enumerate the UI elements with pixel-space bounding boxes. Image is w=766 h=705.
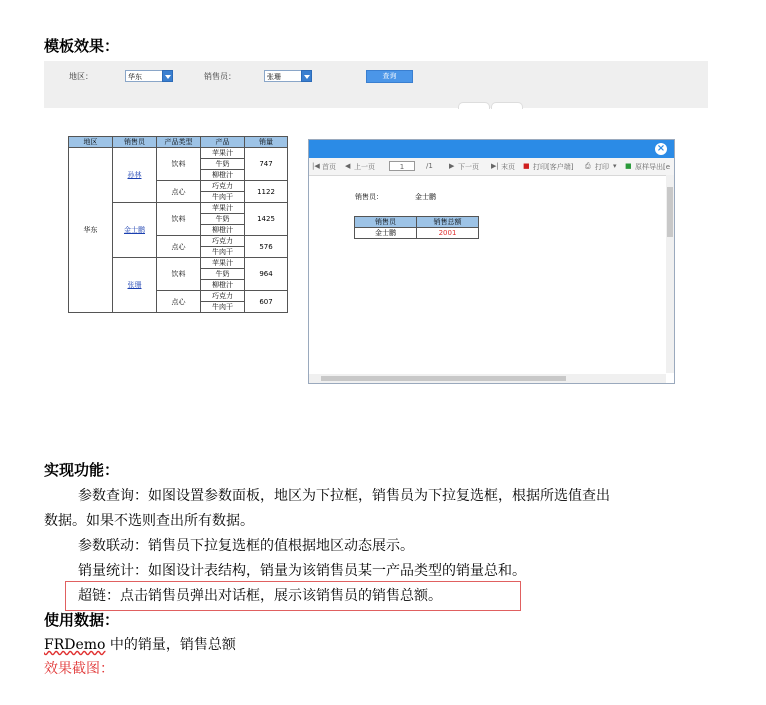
sales-total-table	[354, 216, 479, 239]
vertical-scrollbar[interactable]	[666, 175, 674, 373]
data-description	[44, 634, 236, 654]
report-table	[68, 136, 288, 313]
col-header-region: 地区	[69, 137, 113, 148]
sales-cell: 607	[245, 291, 288, 313]
sales-cell: 747	[245, 148, 288, 181]
product-type-cell: 饮料	[157, 148, 201, 181]
paragraph-sales-stats: 销量统计：如图设计表结构，销量为该销售员某一产品类型的销量总和。	[78, 563, 526, 579]
col-header-salesperson: 销售员	[113, 137, 157, 148]
horizontal-scroll-thumb[interactable]	[321, 376, 566, 381]
salesperson-link[interactable]: 金士鹏	[113, 203, 157, 258]
paragraph-param-query: 参数查询：如图设置参数面板，地区为下拉框，销售员为下拉复选框，根据所选值查出	[78, 488, 610, 504]
parameter-panel	[44, 61, 708, 108]
print-client-button[interactable]: 打印[客户端]	[533, 163, 574, 171]
dialog-toolbar	[309, 158, 674, 176]
col-header-sales: 销量	[245, 137, 288, 148]
close-icon[interactable]: ×	[656, 143, 666, 154]
paragraph-hyperlink: 超链：点击销售员弹出对话框，展示该销售员的销售总额。	[78, 588, 442, 604]
product-cell: 牛奶	[201, 159, 245, 170]
salesperson-label: 销售员：	[204, 72, 236, 81]
salesperson-combo-value: 张珊	[267, 73, 281, 81]
product-cell: 牛肉干	[201, 192, 245, 203]
print-button[interactable]: 打印	[595, 163, 609, 171]
product-type-cell: 饮料	[157, 258, 201, 291]
product-type-cell: 饮料	[157, 203, 201, 236]
first-page-icon[interactable]: |◀	[312, 162, 320, 170]
region-dropdown-icon[interactable]	[162, 70, 173, 82]
dialog-salesperson-label: 销售员：	[355, 193, 383, 201]
sales-cell: 964	[245, 258, 288, 291]
print-dropdown-icon[interactable]: ▾	[613, 162, 617, 170]
product-cell: 牛奶	[201, 214, 245, 225]
product-cell: 苹果汁	[201, 203, 245, 214]
export-button[interactable]: 原样导出[e	[635, 163, 671, 171]
col-header-product: 产品	[201, 137, 245, 148]
prev-page-button[interactable]: 上一页	[354, 163, 375, 171]
product-cell: 巧克力	[201, 181, 245, 192]
col-header-product-type: 产品类型	[157, 137, 201, 148]
sales-cell: 1425	[245, 203, 288, 236]
salesperson-cell: 金士鹏	[355, 228, 417, 239]
heading-features: 实现功能：	[44, 461, 120, 479]
printer-icon[interactable]: ⎙	[585, 162, 591, 170]
product-type-cell: 点心	[157, 181, 201, 203]
salesperson-link[interactable]: 孙林	[113, 148, 157, 203]
page-total: /1	[426, 162, 433, 170]
pdf-print-icon[interactable]: ■	[523, 162, 530, 170]
sales-cell: 576	[245, 236, 288, 258]
paragraph-param-linkage: 参数联动：销售员下拉复选框的值根据地区动态展示。	[78, 538, 414, 554]
sales-cell: 1122	[245, 181, 288, 203]
frdemo-text: FRDemo	[44, 637, 106, 653]
col-header-sales-total: 销售总额	[417, 217, 479, 228]
query-button[interactable]: 查询	[366, 70, 413, 83]
product-cell: 牛奶	[201, 269, 245, 280]
heading-template: 模板效果：	[44, 37, 120, 55]
vertical-scroll-thumb[interactable]	[667, 187, 673, 237]
salesperson-combo[interactable]	[264, 70, 302, 82]
salesperson-link[interactable]: 张珊	[113, 258, 157, 313]
product-cell: 柳橙汁	[201, 225, 245, 236]
product-type-cell: 点心	[157, 291, 201, 313]
page-input[interactable]: 1	[389, 161, 415, 171]
product-cell: 苹果汁	[201, 258, 245, 269]
next-page-button[interactable]: 下一页	[458, 163, 479, 171]
last-page-icon[interactable]: ▶|	[491, 162, 499, 170]
product-cell: 柳橙汁	[201, 280, 245, 291]
prev-page-icon[interactable]: ◀	[345, 162, 351, 170]
data-line-rest: 中的销量，销售总额	[109, 637, 236, 653]
product-cell: 巧克力	[201, 291, 245, 302]
salesperson-dropdown-icon[interactable]	[301, 70, 312, 82]
paragraph-param-query-cont: 数据。如果不选则查出所有数据。	[44, 513, 254, 529]
product-type-cell: 点心	[157, 236, 201, 258]
region-combo-value: 华东	[128, 73, 142, 81]
panel-tab-left	[458, 102, 490, 109]
region-combo[interactable]	[125, 70, 163, 82]
product-cell: 柳橙汁	[201, 170, 245, 181]
col-header-salesperson: 销售员	[355, 217, 417, 228]
panel-tab-right	[491, 102, 523, 109]
region-cell: 华东	[69, 148, 113, 313]
heading-data: 使用数据：	[44, 611, 120, 629]
dialog-header	[309, 140, 674, 158]
product-cell: 苹果汁	[201, 148, 245, 159]
screenshot-label: 效果截图：	[44, 661, 114, 677]
export-icon[interactable]: ■	[625, 162, 632, 170]
product-cell: 牛肉干	[201, 302, 245, 313]
first-page-button[interactable]: 首页	[322, 163, 336, 171]
product-cell: 牛肉干	[201, 247, 245, 258]
salesperson-dialog	[308, 139, 675, 384]
dialog-salesperson-value: 金士鹏	[415, 193, 436, 201]
product-cell: 巧克力	[201, 236, 245, 247]
region-label: 地区：	[69, 72, 93, 81]
sales-total-cell: 2001	[417, 228, 479, 239]
next-page-icon[interactable]: ▶	[449, 162, 455, 170]
horizontal-scrollbar[interactable]	[309, 374, 666, 383]
last-page-button[interactable]: 末页	[501, 163, 515, 171]
